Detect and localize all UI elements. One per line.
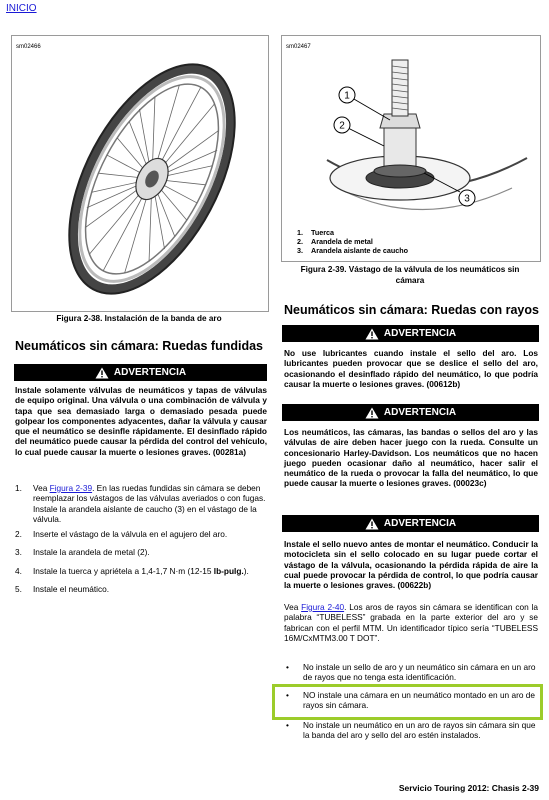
valve-stem-illustration (322, 50, 532, 225)
warning-text: No use lubricantes cuando instale el sello del aro. Los lubricantes pueden provocar que se deslice el sello del aro, ocasionando el desinflado rápido del neumático, lo que podría causar la muerte o lesiones graves. (00612b) (284, 348, 538, 389)
bullet-item: • No instale un neumático en un aro de rayos sin cámara sin que la banda del aro y sello del aro estén instalados. (286, 720, 536, 741)
warning-text: Instale el sello nuevo antes de montar el neumático. Conducir la motocicleta sin el sello colocado en su lugar puede cortar el vástago de la válvula, ocasionando la pérdida rápida de aire la cual puede provocar la pérdida de control, lo que podría causar la muerte o lesiones graves. (00622b) (284, 539, 538, 591)
warning-bar: ADVERTENCIA (282, 325, 539, 342)
step-item: 4. Instale la tuerca y apriétela a 1,4-1,7 N·m (12-15 lb-pulg.). (15, 565, 249, 576)
warning-text: Instale solamente válvulas de neumáticos y tapas de válvulas de equipo original. Una válvula o una combinación de válvula y tapa que sea demasiado larga o demasiado pesada puede golpear los componentes adyacentes, dañar la válvula y causar que el neumático se desinfle rápidamente. El desinflado rápido del neumático puede causar la pérdida del control del vehículo, lo cual puede causar la muerte o lesiones graves. (00281a) (15, 385, 267, 457)
figure-legend (297, 228, 408, 255)
section-title-spoked-wheels: Neumáticos sin cámara: Ruedas con rayos (284, 303, 539, 317)
step-item: 5. Instale el neumático. (15, 584, 110, 595)
warning-bar: ADVERTENCIA (282, 404, 539, 421)
home-link[interactable]: INICIO (6, 3, 37, 14)
tubeless-identification-paragraph: Vea Figura 2-40. Los aros de rayos sin cámara se identifican con la palabra “TUBELESS” grabada en la parte exterior del aro y se fabrican con el perfil MTM. Un identificador típico sería “TUBELESS 16M/CxMTM3.00 T DOT”. (284, 602, 538, 643)
step-item: 1. Vea Figura 2-39. En las ruedas fundidas sin cámara se deben reemplazar los vástagos de las válvulas averiados o con fugas. Instale la arandela aislante de caucho (3) en el vástago de la válvula. (15, 483, 266, 524)
legend-item: 3. Arandela aislante de caucho (297, 246, 409, 255)
figure-2-40-link[interactable]: Figura 2-40 (301, 602, 345, 612)
figure-caption-right: Figura 2-39. Vástago de la válvula de los neumáticos sin cámara (300, 265, 520, 285)
warning-bar: ADVERTENCIA (282, 515, 539, 532)
callout-3: 3 (464, 193, 470, 205)
section-title-cast-wheels: Neumáticos sin cámara: Ruedas fundidas (15, 339, 263, 353)
page-footer: Servicio Touring 2012: Chasis 2-39 (398, 783, 539, 793)
bullet-item: • No instale un sello de aro y un neumático sin cámara en un aro de rayos que no tenga esta identificación. (286, 662, 536, 683)
warning-triangle-icon (365, 407, 379, 419)
step-item: 2. Inserte el vástago de la válvula en el agujero del aro. (15, 529, 228, 540)
warning-triangle-icon (365, 328, 379, 340)
spoked-wheel-illustration (42, 50, 262, 308)
figure-wheel (11, 35, 269, 312)
legend-item: 1. Tuerca (297, 228, 335, 237)
figure-valve-stem (281, 35, 541, 262)
callout-1: 1 (344, 90, 350, 102)
bullet-item-highlighted: • NO instale una cámara en un neumático montado en un aro de rayos sin cámara. (286, 690, 535, 711)
legend-item: 2. Arandela de metal (297, 237, 373, 246)
figure-id-label: sm02467 (286, 44, 311, 50)
warning-triangle-icon (95, 367, 109, 379)
callout-2: 2 (339, 120, 345, 132)
procedure-steps (15, 483, 267, 594)
warning-text: Los neumáticos, las cámaras, las bandas o sellos del aro y las válvulas de aire deben hacer juego con la rueda. Consulte un concesionario Harley-Davidson. Los neumáticos que no hacen juego pueden ocasionar daño al neumático, hacer salir el neumático de la rueda o provocar la falla del neumático, lo que puede causar la muerte o lesiones graves. (00023c) (284, 427, 538, 489)
figure-caption-left: Figura 2-38. Instalación de la banda de aro (56, 314, 222, 323)
figure-id-label: sm02466 (16, 44, 41, 50)
warning-triangle-icon (365, 518, 379, 530)
warning-bar: ADVERTENCIA (14, 364, 267, 381)
figure-2-39-link[interactable]: Figura 2-39 (49, 483, 93, 493)
step-item: 3. Instale la arandela de metal (2). (15, 547, 150, 558)
